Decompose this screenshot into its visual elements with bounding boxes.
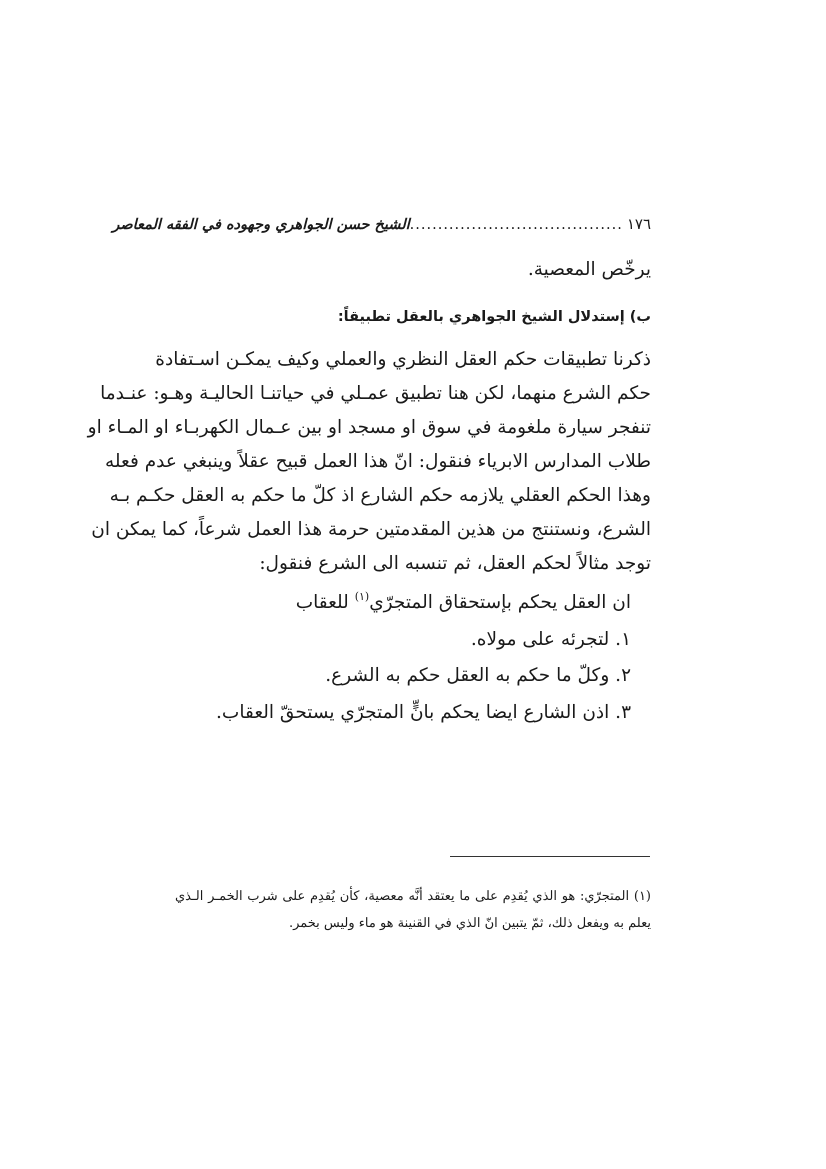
main-paragraph — [87, 343, 651, 581]
paragraph-line: وهذا الحكم العقلي يلازمه حكم الشارع اذ كلّ ما حكم به العقل حكـم بـه — [109, 485, 651, 506]
leader-dots: ...................................... — [409, 217, 623, 233]
footnote — [175, 883, 651, 937]
footnote-line: (١) المتجرّي: هو الذي يُقدِم على ما يعتقد أنَّه معصية، كأن يُقدِم على شرب الخمـر الـذي — [175, 889, 651, 904]
paragraph-line: طلاب المدارس الابرياء فنقول: انّ هذا العمل قبيح عقلاً وينبغي عدم فعله — [105, 451, 651, 472]
paragraph-line: توجد مثالاً لحكم العقل، ثم تنسبه الى الشرع فنقول: — [259, 553, 651, 574]
premise-line — [175, 585, 631, 622]
paragraph-line: الشرع، ونستنتج من هذين المقدمتين حرمة هذا العمل شرعاً، كما يمكن ان — [91, 519, 651, 540]
premise-tail: للعقاب — [295, 592, 355, 613]
footnote-line: يعلم به ويفعل ذلك، ثمّ يتبين انّ الذي في القنينة هو ماء وليس بخمر. — [288, 916, 651, 931]
list-item: ٢. وكلّ ما حكم به العقل حكم به الشرع. — [325, 665, 631, 686]
page-body — [87, 215, 651, 731]
syllogism — [175, 585, 651, 731]
running-header — [112, 215, 651, 239]
continuation-line: يرخّص المعصية. — [527, 259, 651, 280]
list-item: ٣. اذن الشارع ايضا يحكم بانٍّ المتجرّي يستحقّ العقاب. — [216, 701, 631, 723]
paragraph-line: ذكرنا تطبيقات حكم العقل النظري والعملي وكيف يمكـن اسـتفادة — [155, 349, 651, 370]
paragraph-line: تنفجر سيارة ملغومة في سوق او مسجد او بين عـمال الكهربـاء او المـاء او — [87, 417, 651, 438]
footnote-reference[interactable]: (١) — [354, 590, 370, 603]
premise-text: ان العقل يحكم بإستحقاق المتجرّي — [369, 592, 631, 613]
section-heading: ب) إستدلال الشيخ الجواهري بالعقل تطبيقاً: — [337, 309, 651, 325]
list-item: ١. لتجرئه على مولاه. — [470, 628, 631, 650]
book-title: الشيخ حسن الجواهري وجهوده في الفقه المعاصر — [112, 216, 410, 233]
footnote-separator — [450, 856, 650, 857]
page-number: ١٧٦ — [626, 215, 651, 233]
paragraph-line: حكم الشرع منهما، لكن هنا تطبيق عمـلي في حياتنـا الحاليـة وهـو: عنـدما — [100, 383, 651, 404]
